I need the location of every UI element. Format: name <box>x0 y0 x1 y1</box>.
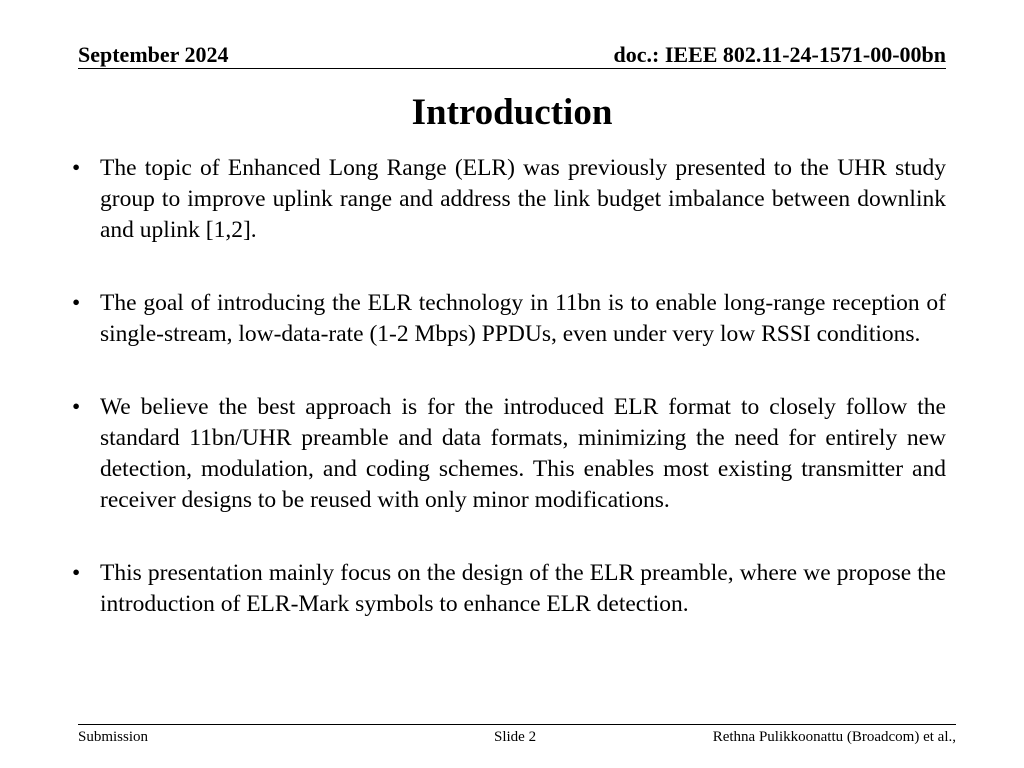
bullet-marker: • <box>72 290 81 316</box>
bullet-item <box>72 288 946 350</box>
bullet-text: We believe the best approach is for the introduced ELR format to closely follow the standard 11bn/UHR preamble and data formats, minimizing the need for entirely new detection, modulation, and coding schemes. This enables most existing transmitter and receiver designs to be reused with only minor modifications. <box>100 394 946 513</box>
bullet-item <box>72 558 946 620</box>
bullet-text: The goal of introducing the ELR technology in 11bn is to enable long-range reception of single-stream, low-data-rate (1-2 Mbps) PPDUs, even under very low RSSI conditions. <box>100 290 946 347</box>
slide-header <box>78 40 946 70</box>
header-divider <box>78 68 946 69</box>
bullet-text: This presentation mainly focus on the design of the ELR preamble, where we propose the introduction of ELR-Mark symbols to enhance ELR detection. <box>100 560 946 617</box>
header-date: September 2024 <box>78 42 229 67</box>
slide-footer <box>78 728 956 748</box>
bullet-marker: • <box>72 560 81 586</box>
bullet-text: The topic of Enhanced Long Range (ELR) was previously presented to the UHR study group to improve uplink range and address the link budget imbalance between downlink and uplink [1,2]. <box>100 155 946 243</box>
slide-title: Introduction <box>411 92 613 133</box>
bullet-marker: • <box>72 394 81 420</box>
footer-author: Rethna Pulikkoonattu (Broadcom) et al., <box>712 729 956 745</box>
bullet-list <box>72 153 946 620</box>
footer-slide-number: Slide 2 <box>494 729 537 745</box>
footer-submission: Submission <box>78 729 149 745</box>
header-doc-id: doc.: IEEE 802.11-24-1571-00-00bn <box>613 42 946 67</box>
bullet-item <box>72 153 946 246</box>
footer-divider <box>78 724 956 725</box>
bullet-item <box>72 392 946 516</box>
bullet-marker: • <box>72 155 81 181</box>
